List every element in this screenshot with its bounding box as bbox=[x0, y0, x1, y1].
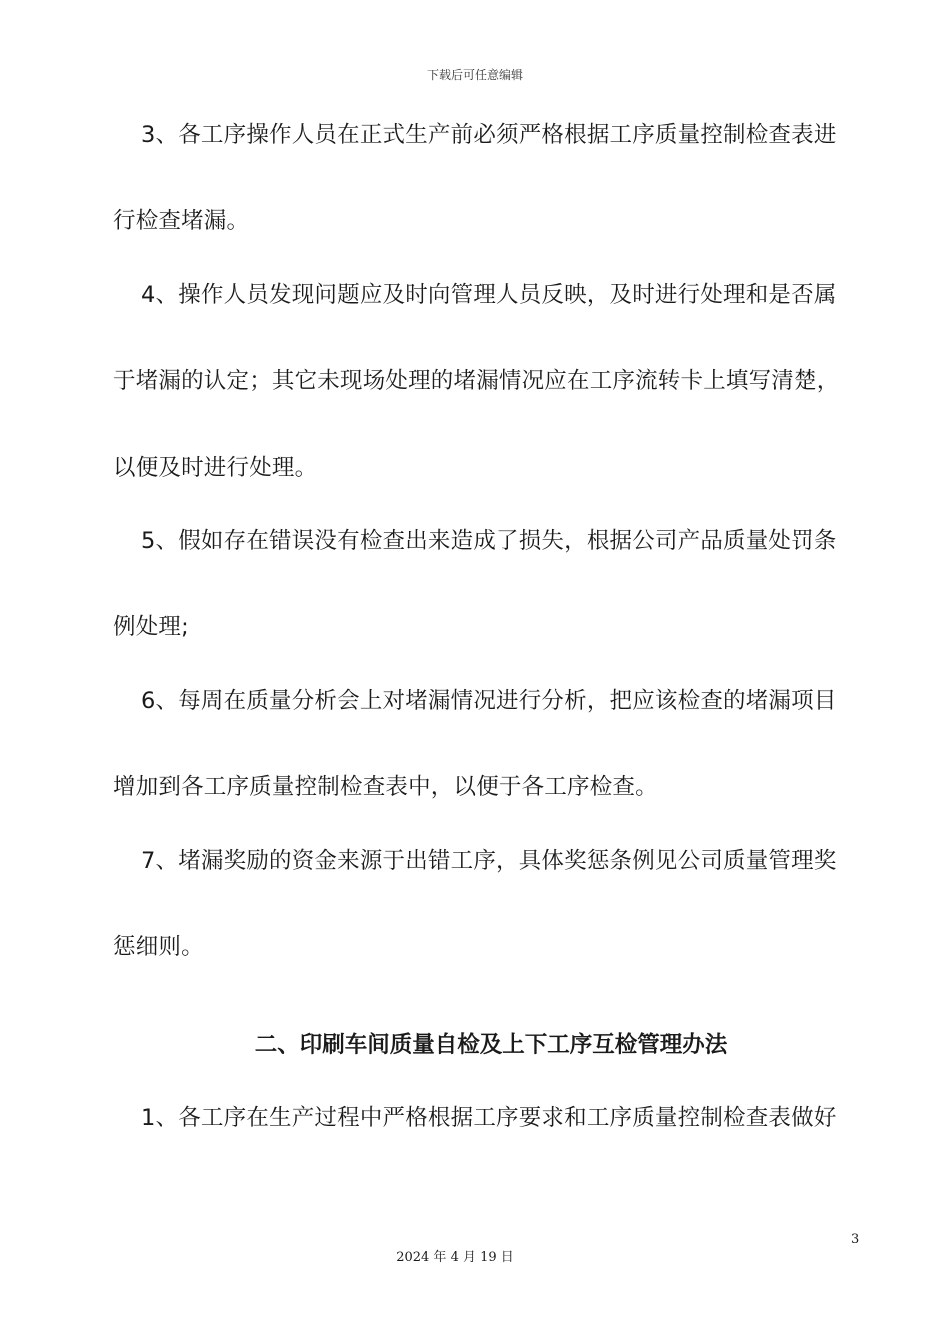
paragraph-line: 7、堵漏奖励的资金来源于出错工序，具体奖惩条例见公司质量管理奖 bbox=[141, 848, 837, 874]
paragraph-line: 惩细则。 bbox=[113, 934, 204, 960]
paragraph-line: 6、每周在质量分析会上对堵漏情况进行分析，把应该检查的堵漏项目 bbox=[141, 688, 837, 714]
footer-date: 2024 年 4 月 19 日 bbox=[396, 1250, 514, 1265]
paragraph-line: 行检查堵漏。 bbox=[113, 208, 250, 234]
paragraph-line: 4、操作人员发现问题应及时向管理人员反映，及时进行处理和是否属 bbox=[141, 282, 837, 308]
paragraph-line: 于堵漏的认定；其它未现场处理的堵漏情况应在工序流转卡上填写清楚， bbox=[113, 368, 840, 394]
paragraph-line: 1、各工序在生产过程中严格根据工序要求和工序质量控制检查表做好 bbox=[141, 1105, 837, 1131]
section-heading: 二、印刷车间质量自检及上下工序互检管理办法 bbox=[254, 1032, 728, 1058]
paragraph-line: 5、假如存在错误没有检查出来造成了损失，根据公司产品质量处罚条 bbox=[141, 528, 837, 554]
paragraph-line: 例处理; bbox=[113, 614, 189, 640]
page-number: 3 bbox=[851, 1232, 860, 1247]
paragraph-line: 增加到各工序质量控制检查表中，以便于各工序检查。 bbox=[113, 774, 658, 800]
paragraph-line: 以便及时进行处理。 bbox=[113, 455, 318, 481]
paragraph-line: 3、各工序操作人员在正式生产前必须严格根据工序质量控制检查表进 bbox=[141, 122, 837, 148]
page-header: 下载后可任意编辑 bbox=[426, 68, 523, 82]
